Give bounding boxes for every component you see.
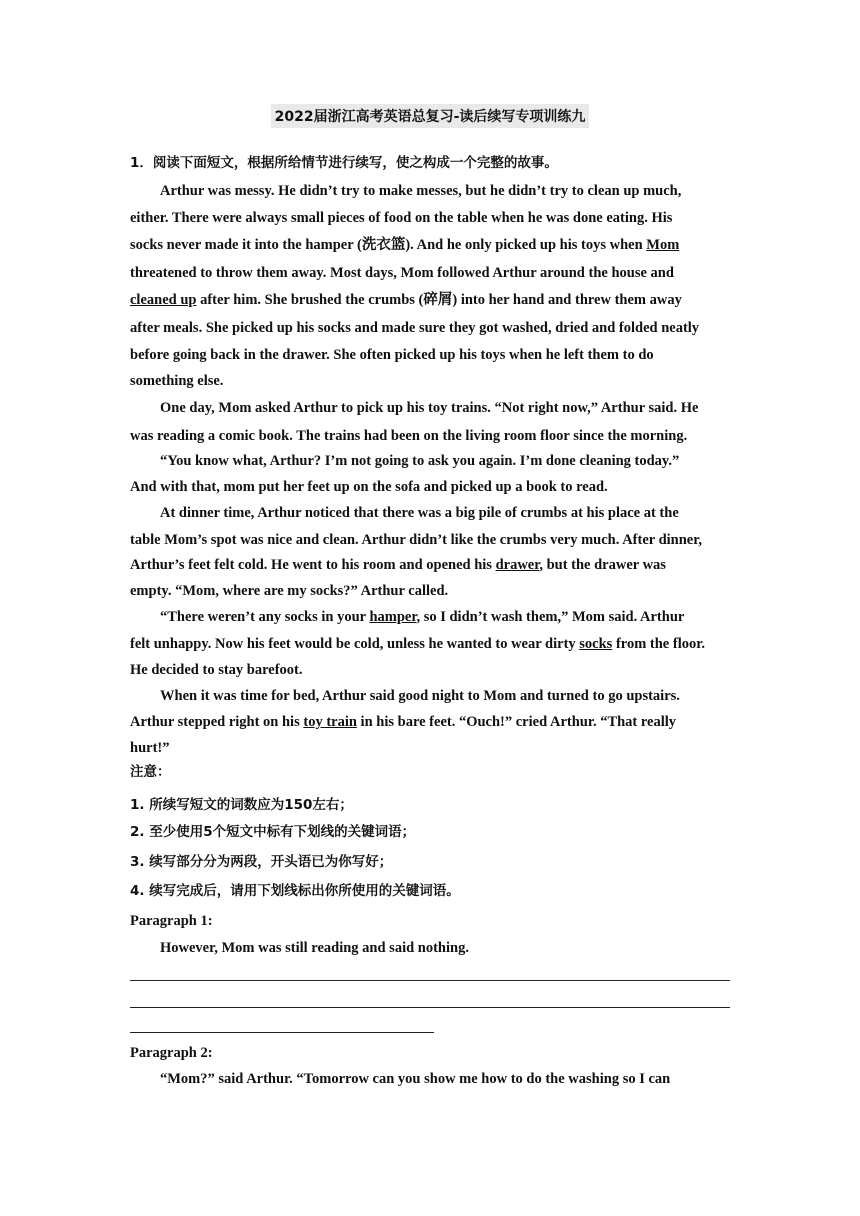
key-word: Mom bbox=[646, 237, 680, 253]
story-text: At dinner time, Arthur noticed that there was a big pile of crumbs at his place at the bbox=[160, 505, 679, 521]
key-word: drawer bbox=[495, 557, 540, 573]
story-line bbox=[130, 318, 740, 338]
paragraph2-label: Paragraph 2: bbox=[130, 1045, 213, 1061]
document-title-wrap bbox=[0, 104, 860, 128]
story-text: was reading a comic book. The trains had been on the living room floor since the morning. bbox=[130, 428, 688, 444]
story-text: before going back in the drawer. She often picked up his toys when he left them to do bbox=[130, 347, 654, 363]
story-text: And with that, mom put her feet up on the sofa and picked up a book to read. bbox=[130, 479, 608, 495]
answer-line[interactable] bbox=[130, 980, 730, 981]
key-word: hamper bbox=[369, 609, 417, 625]
story-text: table Mom’s spot was nice and clean. Arthur didn’t like the crumbs very much. After dinner, bbox=[130, 532, 702, 548]
key-word: toy train bbox=[303, 714, 357, 730]
note-text: 4. 续写完成后，请用下划线标出你所使用的关键词语。 bbox=[130, 883, 460, 899]
story-text: One day, Mom asked Arthur to pick up his toy trains. “Not right now,” Arthur said. He bbox=[160, 400, 699, 416]
paragraph1-label: Paragraph 1: bbox=[130, 913, 213, 929]
note-item bbox=[130, 795, 740, 815]
note-item bbox=[130, 822, 740, 842]
story-line bbox=[130, 738, 740, 758]
notes-heading-text: 注意： bbox=[130, 764, 171, 780]
note-item bbox=[130, 881, 740, 901]
story-line bbox=[160, 686, 740, 706]
story-text: threatened to throw them away. Most days, Mom followed Arthur around the house and bbox=[130, 265, 674, 281]
paragraph1-opening: However, Mom was still reading and said nothing. bbox=[160, 940, 469, 956]
answer-line[interactable] bbox=[130, 1007, 730, 1008]
answer-line[interactable] bbox=[130, 1032, 434, 1033]
story-line bbox=[130, 345, 740, 365]
story-text: felt unhappy. Now his feet would be cold, unless he wanted to wear dirty bbox=[130, 636, 580, 652]
story-line bbox=[130, 426, 740, 446]
story-line bbox=[160, 398, 740, 418]
story-text: Arthur was messy. He didn’t try to make messes, but he didn’t try to clean up much, bbox=[160, 183, 682, 199]
story-text: When it was time for bed, Arthur said good night to Mom and turned to go upstairs. bbox=[160, 688, 680, 704]
story-line bbox=[130, 712, 740, 732]
story-line bbox=[130, 660, 740, 680]
story-text: socks never made it into the hamper (洗衣篮). And he only picked up his toys when bbox=[130, 237, 647, 253]
key-word: socks bbox=[579, 636, 613, 652]
story-text: in his bare feet. “Ouch!” cried Arthur. “That really bbox=[356, 714, 677, 730]
note-item bbox=[130, 852, 740, 872]
story-text: “You know what, Arthur? I’m not going to ask you again. I’m done cleaning today.” bbox=[160, 453, 680, 469]
story-line bbox=[130, 581, 740, 601]
story-text: , but the drawer was bbox=[539, 557, 666, 573]
story-text: Arthur stepped right on his bbox=[130, 714, 304, 730]
story-line bbox=[130, 555, 740, 575]
story-line bbox=[130, 634, 740, 654]
story-text: hurt!” bbox=[130, 740, 170, 756]
story-text: Arthur’s feet felt cold. He went to his room and opened his bbox=[130, 557, 496, 573]
story-text: either. There were always small pieces of food on the table when he was done eating. His bbox=[130, 210, 673, 226]
story-text: , so I didn’t wash them,” Mom said. Arthur bbox=[416, 609, 685, 625]
story-line bbox=[160, 607, 740, 627]
story-line bbox=[160, 451, 740, 471]
story-text: empty. “Mom, where are my socks?” Arthur called. bbox=[130, 583, 449, 599]
story-line bbox=[130, 530, 740, 550]
notes-heading bbox=[130, 762, 740, 782]
note-text: 1. 所续写短文的词数应为150左右； bbox=[130, 797, 353, 813]
question-intro bbox=[130, 153, 740, 173]
story-line bbox=[160, 181, 740, 201]
story-text: He decided to stay barefoot. bbox=[130, 662, 303, 678]
question-intro-text: 1．阅读下面短文，根据所给情节进行续写，使之构成一个完整的故事。 bbox=[130, 155, 558, 171]
story-text: after meals. She picked up his socks and made sure they got washed, dried and folded neatly bbox=[130, 320, 700, 336]
story-line bbox=[130, 290, 740, 310]
story-line bbox=[130, 477, 740, 497]
story-line bbox=[160, 503, 740, 523]
story-text: something else. bbox=[130, 373, 224, 389]
note-text: 2. 至少使用5个短文中标有下划线的关键词语； bbox=[130, 824, 416, 840]
story-line bbox=[130, 263, 740, 283]
story-text: “There weren’t any socks in your bbox=[160, 609, 370, 625]
document-title: 2022届浙江高考英语总复习-读后续写专项训练九 bbox=[271, 104, 590, 128]
note-text: 3. 续写部分分为两段，开头语已为你写好； bbox=[130, 854, 393, 870]
story-text: from the floor. bbox=[612, 636, 705, 652]
story-text: after him. She brushed the crumbs (碎屑) into her hand and threw them away bbox=[196, 292, 682, 308]
story-line bbox=[130, 371, 740, 391]
paragraph2-opening: “Mom?” said Arthur. “Tomorrow can you show me how to do the washing so I can bbox=[160, 1071, 671, 1087]
story-line bbox=[130, 235, 740, 255]
story-line bbox=[130, 208, 740, 228]
key-word: cleaned up bbox=[130, 292, 197, 308]
